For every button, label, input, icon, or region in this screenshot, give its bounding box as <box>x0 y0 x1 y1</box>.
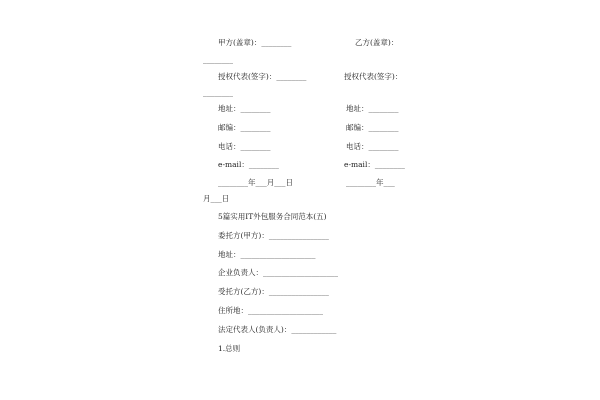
party-b-rep-continuation: ________ <box>203 88 233 97</box>
enterprise-head-line: 企业负责人：____________________ <box>218 268 338 277</box>
address-line: 地址：____________________ <box>218 250 316 259</box>
party-b-email-line: e-mail：________ <box>344 160 405 169</box>
legal-rep-line: 法定代表人(负责人)：____________ <box>218 325 337 334</box>
party-b-seal-continuation: ________ <box>203 55 233 64</box>
party-b-phone-line: 电话：________ <box>346 142 399 151</box>
party-b-address-line: 地址：________ <box>346 104 399 113</box>
party-b-seal-line: 乙方(盖章)： <box>355 38 399 47</box>
party-a-rep-line: 授权代表(签字)：________ <box>218 72 307 81</box>
client-line: 委托方(甲方)：________________ <box>218 231 329 240</box>
domicile-line: 住所地：____________________ <box>218 306 323 315</box>
party-b-postcode-line: 邮编：________ <box>346 123 399 132</box>
party-a-postcode-line: 邮编：________ <box>218 123 271 132</box>
party-b-rep-line: 授权代表(签字)： <box>344 72 403 81</box>
section-title: 5篇实用IT外包服务合同范本(五) <box>218 212 327 221</box>
party-b-date-line: ________年___ <box>346 178 395 187</box>
party-a-seal-line: 甲方(盖章)：________ <box>218 38 292 47</box>
party-a-date-line: ________年___月___日 <box>218 178 293 187</box>
contractor-line: 受托方(乙方)：________________ <box>218 287 329 296</box>
party-a-phone-line: 电话：________ <box>218 142 271 151</box>
general-heading: 1.总则 <box>218 344 241 353</box>
party-a-address-line: 地址：________ <box>218 104 271 113</box>
party-b-date-continuation: 月___日 <box>203 194 230 203</box>
party-a-email-line: e-mail：________ <box>218 160 279 169</box>
